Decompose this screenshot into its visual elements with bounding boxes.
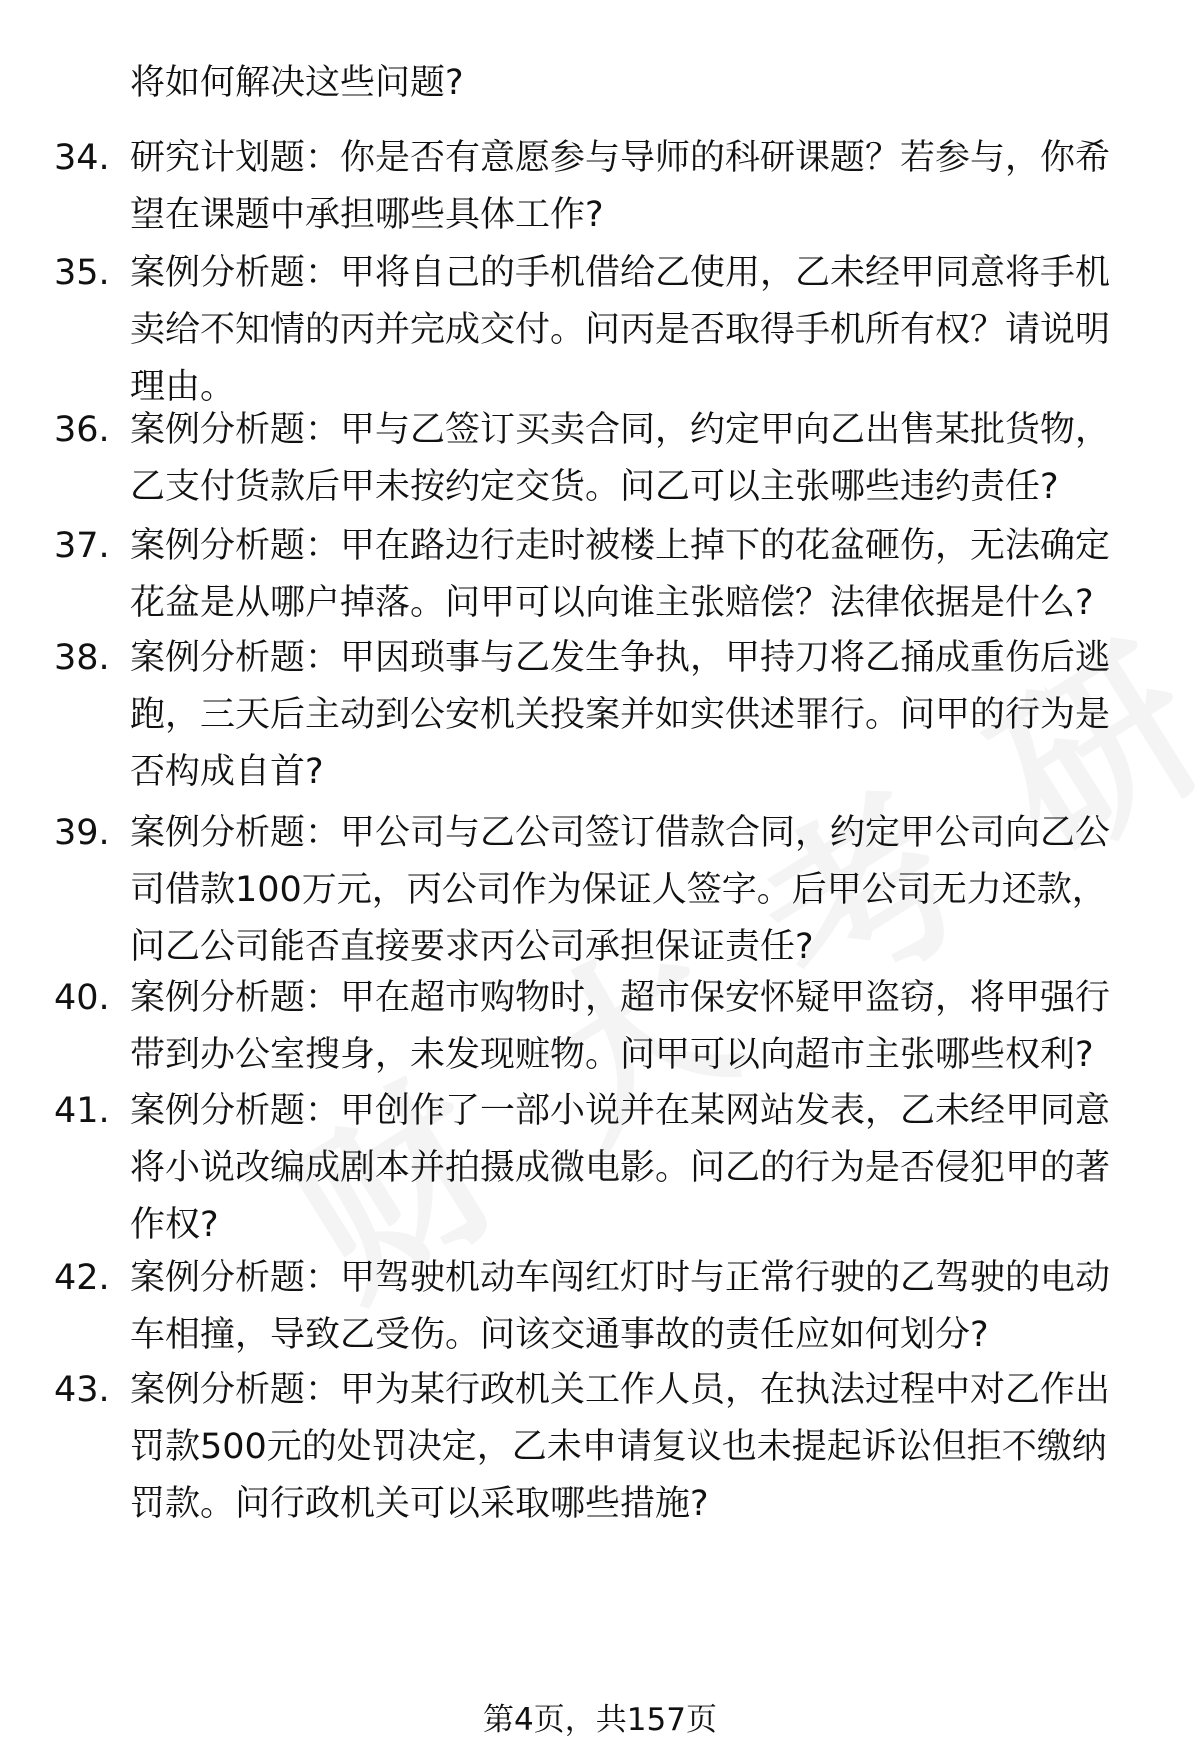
continued-text: 将如何解决这些问题? xyxy=(130,63,464,103)
question-text: 案例分析题：甲为某行政机关工作人员，在执法过程中对乙作出罚款500元的处罚决定，乙未申请复议也未提起诉讼但拒不缴纳罚款。问行政机关可以采取哪些措施? xyxy=(130,1370,1111,1524)
question-text: 案例分析题：甲公司与乙公司签订借款合同，约定甲公司向乙公司借款100万元，丙公司作为保证人签字。后甲公司无力还款，问乙公司能否直接要求丙公司承担保证责任? xyxy=(130,813,1111,967)
question-text: 案例分析题：甲创作了一部小说并在某网站发表，乙未经甲同意将小说改编成剧本并拍摄成微电影。问乙的行为是否侵犯甲的著作权? xyxy=(130,1091,1111,1245)
question-number: 40. xyxy=(54,978,110,1018)
question-number: 34. xyxy=(54,138,110,178)
question-text: 案例分析题：甲驾驶机动车闯红灯时与正常行驶的乙驾驶的电动车相撞，导致乙受伤。问该交通事故的责任应如何划分? xyxy=(130,1258,1111,1355)
question-text: 研究计划题：你是否有意愿参与导师的科研课题？若参与，你希望在课题中承担哪些具体工作? xyxy=(130,138,1111,235)
question-text: 案例分析题：甲因琐事与乙发生争执，甲持刀将乙捅成重伤后逃跑，三天后主动到公安机关投案并如实供述罪行。问甲的行为是否构成自首? xyxy=(130,638,1111,792)
question-number: 43. xyxy=(54,1370,110,1410)
question-number: 36. xyxy=(54,410,110,450)
page-footer: 第4页，共157页 xyxy=(483,1702,717,1738)
question-number: 39. xyxy=(54,813,110,853)
question-text: 案例分析题：甲与乙签订买卖合同，约定甲向乙出售某批货物，乙支付货款后甲未按约定交货。问乙可以主张哪些违约责任? xyxy=(130,410,1111,507)
question-number: 41. xyxy=(54,1091,110,1131)
question-number: 35. xyxy=(54,253,110,293)
question-number: 38. xyxy=(54,638,110,678)
question-number: 42. xyxy=(54,1258,110,1298)
question-number: 37. xyxy=(54,526,110,566)
question-text: 案例分析题：甲在路边行走时被楼上掉下的花盆砸伤，无法确定花盆是从哪户掉落。问甲可以向谁主张赔偿？法律依据是什么? xyxy=(130,526,1111,623)
question-text: 案例分析题：甲在超市购物时，超市保安怀疑甲盗窃，将甲强行带到办公室搜身，未发现赃物。问甲可以向超市主张哪些权利? xyxy=(130,978,1111,1075)
question-text: 案例分析题：甲将自己的手机借给乙使用，乙未经甲同意将手机卖给不知情的丙并完成交付。问丙是否取得手机所有权？请说明理由。 xyxy=(130,253,1111,407)
